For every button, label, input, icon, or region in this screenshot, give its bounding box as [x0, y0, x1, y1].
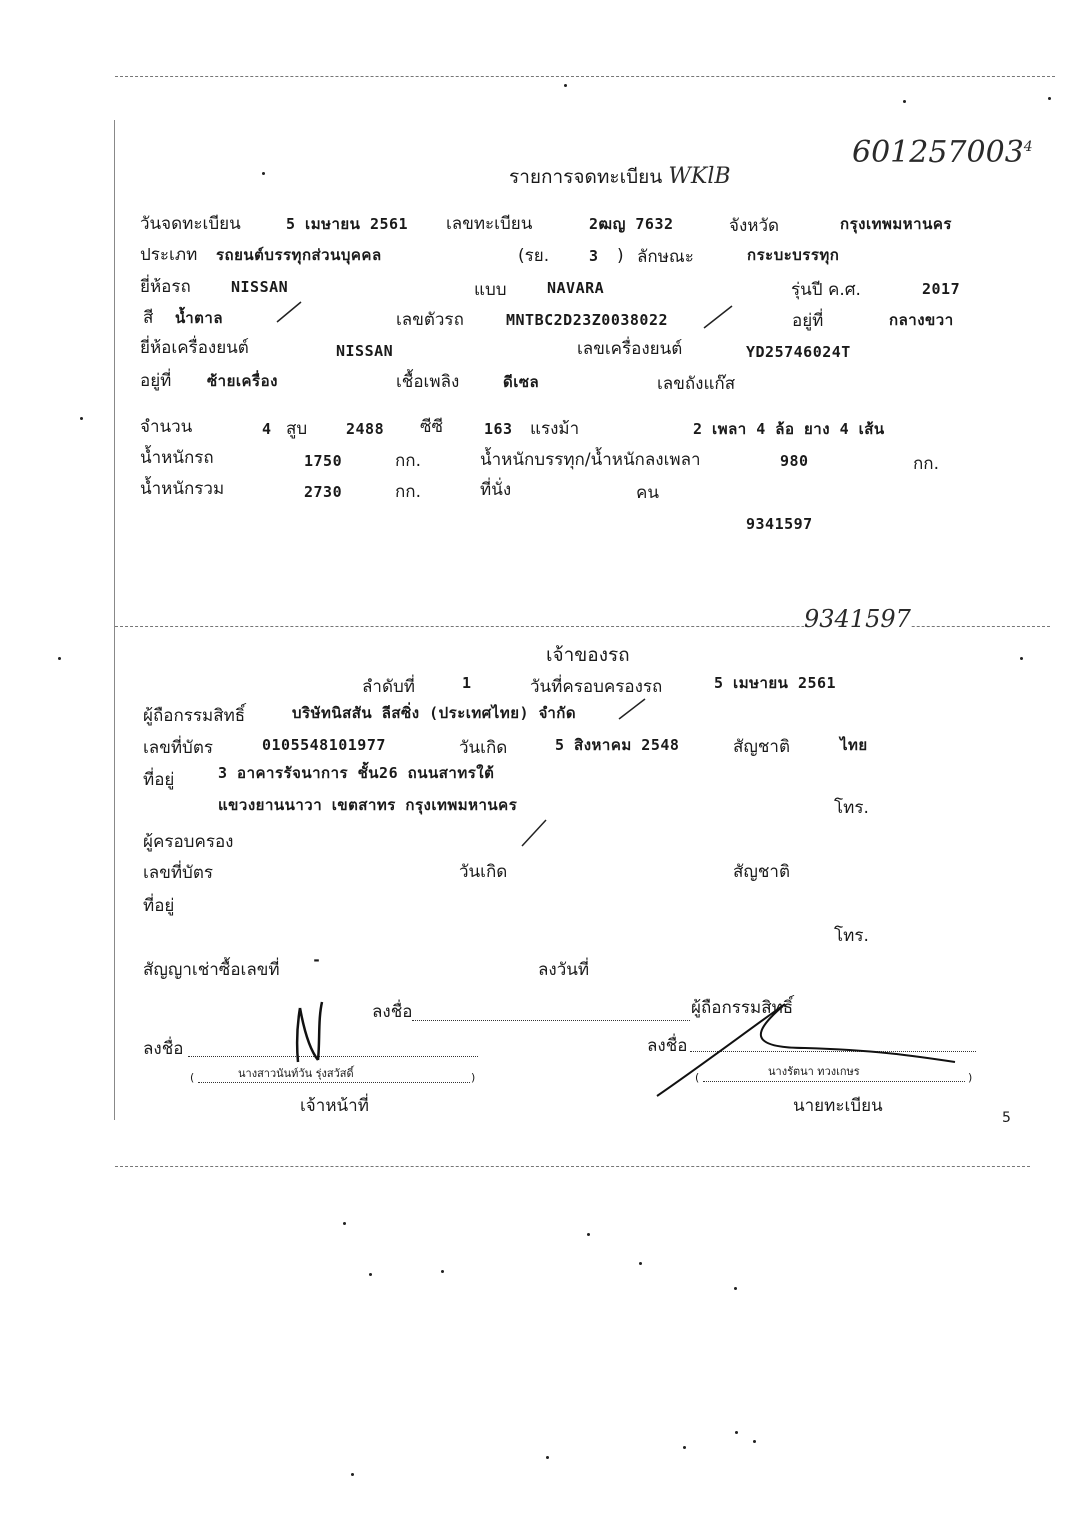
make: NISSAN [231, 278, 289, 296]
possession-date-label: วันที่ครอบครองรถ [530, 677, 663, 697]
doc-number: 601257003$^4$ [852, 135, 1033, 170]
owner-section-title: เจ้าของรถ [546, 644, 630, 666]
fuel: ดีเซล [503, 373, 540, 391]
load-unit: กก. [913, 454, 939, 474]
load: 980 [780, 452, 809, 470]
gross: 2730 [304, 483, 343, 501]
weight-unit: กก. [395, 451, 421, 471]
left-name-open: ( [190, 1071, 195, 1084]
body-label: ลักษณะ [637, 247, 694, 267]
contract-date-label: ลงวันที่ [538, 960, 590, 980]
engine-make-label: ยี่ห้อเครื่องยนต์ [140, 338, 249, 358]
plate-label: เลขทะเบียน [446, 214, 533, 234]
weight-label: น้ำหนักรถ [140, 448, 214, 468]
cc-unit: ซีซี [420, 417, 444, 437]
holder-sign-line [412, 1020, 690, 1021]
speck [369, 1273, 372, 1276]
province: กรุงเทพมหานคร [840, 215, 952, 233]
holder: บริษัทนิสสัน ลีสซิ่ง (ประเทศไทย) จำกัด [292, 704, 577, 722]
engine-no: YD25746024T [746, 343, 851, 361]
year: 2017 [922, 280, 961, 298]
ref-code: 9341597 [746, 515, 813, 533]
year-label: รุ่นปี ค.ศ. [791, 280, 861, 300]
type-code-open: (รย. [518, 246, 550, 266]
fuel-label: เชื้อเพลิง [396, 372, 460, 392]
type-code-close: ) [617, 246, 624, 266]
speck [639, 1262, 642, 1265]
speck [753, 1440, 756, 1443]
chassis-label: เลขตัวรถ [396, 310, 464, 330]
divider-code: 9341597 [804, 605, 911, 633]
left-margin-line [114, 120, 115, 1120]
cylinders: 4 [262, 420, 272, 438]
speck [441, 1270, 444, 1273]
color: น้ำตาล [175, 309, 224, 327]
owner-address-line1: 3 อาคารรัจนาการ ชั้น26 ถนนสาทรใต้ [218, 764, 495, 782]
page-title: รายการจดทะเบียน WKlB [509, 164, 731, 189]
speck [735, 1431, 738, 1434]
hp-unit: แรงม้า [530, 419, 580, 439]
possessor-label: ผู้ครอบครอง [143, 832, 234, 852]
speck [564, 84, 567, 87]
left-name: นางสาวนันท์วัน รุ่งสวัสดิ์ [238, 1067, 354, 1080]
axles-wheels: 2 เพลา 4 ล้อ ยาง 4 เส้น [693, 420, 885, 438]
gross-label: น้ำหนักรวม [140, 479, 225, 499]
possessor-address-label: ที่อยู่ [143, 896, 175, 916]
order: 1 [462, 674, 472, 692]
top-scan-line [115, 76, 1055, 77]
speck [587, 1233, 590, 1236]
speck [1020, 657, 1023, 660]
speck [343, 1222, 346, 1225]
chassis-location: กลางขวา [889, 311, 954, 329]
color-label: สี [143, 308, 154, 328]
type-label: ประเภท [140, 245, 198, 265]
cylinders-unit: สูบ [286, 419, 308, 439]
right-name-line [703, 1081, 965, 1082]
left-name-close: ) [471, 1071, 476, 1084]
holder-sign-label: ลงชื่อ [372, 1002, 413, 1022]
left-role: เจ้าหน้าที่ [300, 1096, 369, 1116]
plate: 2ฒญ 7632 [589, 215, 674, 233]
right-name-open: ( [695, 1071, 700, 1084]
possessor-phone-label: โทร. [834, 926, 869, 946]
possession-date: 5 เมษายน 2561 [714, 674, 837, 692]
engine-location: ซ้ายเครื่อง [207, 372, 278, 390]
right-name-close: ) [968, 1071, 973, 1084]
owner-address-line2: แขวงยานนาวา เขตสาทร กรุงเทพมหานคร [218, 796, 518, 814]
engine-location-label: อยู่ที่ [140, 371, 172, 391]
type: รถยนต์บรรทุกส่วนบุคคล [216, 246, 382, 264]
order-label: ลำดับที่ [362, 677, 416, 697]
cc: 2488 [346, 420, 385, 438]
type-code: 3 [589, 247, 599, 265]
check-mark [702, 304, 736, 330]
load-label: น้ำหนักบรรทุก/น้ำหนักลงเพลา [480, 450, 701, 470]
make-label: ยี่ห้อรถ [140, 277, 191, 297]
province-label: จังหวัด [729, 216, 780, 236]
owner-nationality-label: สัญชาติ [733, 737, 790, 757]
owner-id-label: เลขที่บัตร [143, 738, 214, 758]
possessor-id-label: เลขที่บัตร [143, 863, 214, 883]
check-mark [275, 300, 305, 324]
possessor-dob-label: วันเกิด [459, 862, 508, 882]
body: กระบะบรรทุก [747, 246, 840, 264]
gross-unit: กก. [395, 482, 421, 502]
owner-dob: 5 สิงหาคม 2548 [555, 736, 680, 754]
chassis-location-label: อยู่ที่ [792, 311, 824, 331]
bottom-scan-line [115, 1166, 1030, 1167]
right-role: นายทะเบียน [793, 1096, 883, 1116]
owner-dob-label: วันเกิด [459, 738, 508, 758]
engine-no-label: เลขเครื่องยนต์ [577, 339, 683, 359]
speck [351, 1473, 354, 1476]
check-mark [520, 818, 550, 848]
speck [903, 100, 906, 103]
holder-label: ผู้ถือกรรมสิทธิ์ [143, 706, 246, 726]
signature-right [655, 1000, 915, 1100]
reg-date: 5 เมษายน 2561 [286, 215, 409, 233]
seats-label: ที่นั่ง [480, 480, 512, 500]
speck [58, 657, 61, 660]
speck [683, 1446, 686, 1449]
right-sign-label: ลงชื่อ [647, 1036, 688, 1056]
owner-nationality: ไทย [840, 736, 868, 754]
holder-role: ผู้ถือกรรมสิทธิ์ [691, 998, 794, 1018]
page-number: 5 [1002, 1110, 1011, 1126]
left-sign-label: ลงชื่อ [143, 1039, 184, 1059]
chassis: MNTBC2D23Z0038022 [506, 311, 669, 329]
model: NAVARA [547, 279, 605, 297]
left-name-line [198, 1082, 470, 1083]
contract-value: - [312, 951, 322, 969]
weight: 1750 [304, 452, 343, 470]
seats-unit: คน [636, 483, 659, 503]
owner-address-label: ที่อยู่ [143, 770, 175, 790]
owner-phone-label: โทร. [834, 798, 869, 818]
hp: 163 [484, 420, 513, 438]
speck [262, 172, 265, 175]
reg-date-label: วันจดทะเบียน [140, 214, 241, 234]
gas-tank-label: เลขถังแก๊ส [657, 374, 736, 394]
model-label: แบบ [474, 280, 507, 300]
check-mark [617, 697, 649, 721]
signature-left [288, 1000, 338, 1070]
contract-label: สัญญาเช่าซื้อเลขที่ [143, 960, 280, 980]
speck [80, 417, 83, 420]
owner-id: 0105548101977 [262, 736, 386, 754]
right-name: นางรัตนา ทวงเกษร [768, 1065, 860, 1078]
count-label: จำนวน [140, 417, 193, 437]
speck [546, 1456, 549, 1459]
speck [734, 1287, 737, 1290]
speck [1048, 97, 1051, 100]
possessor-nationality-label: สัญชาติ [733, 862, 790, 882]
engine-make: NISSAN [336, 342, 394, 360]
